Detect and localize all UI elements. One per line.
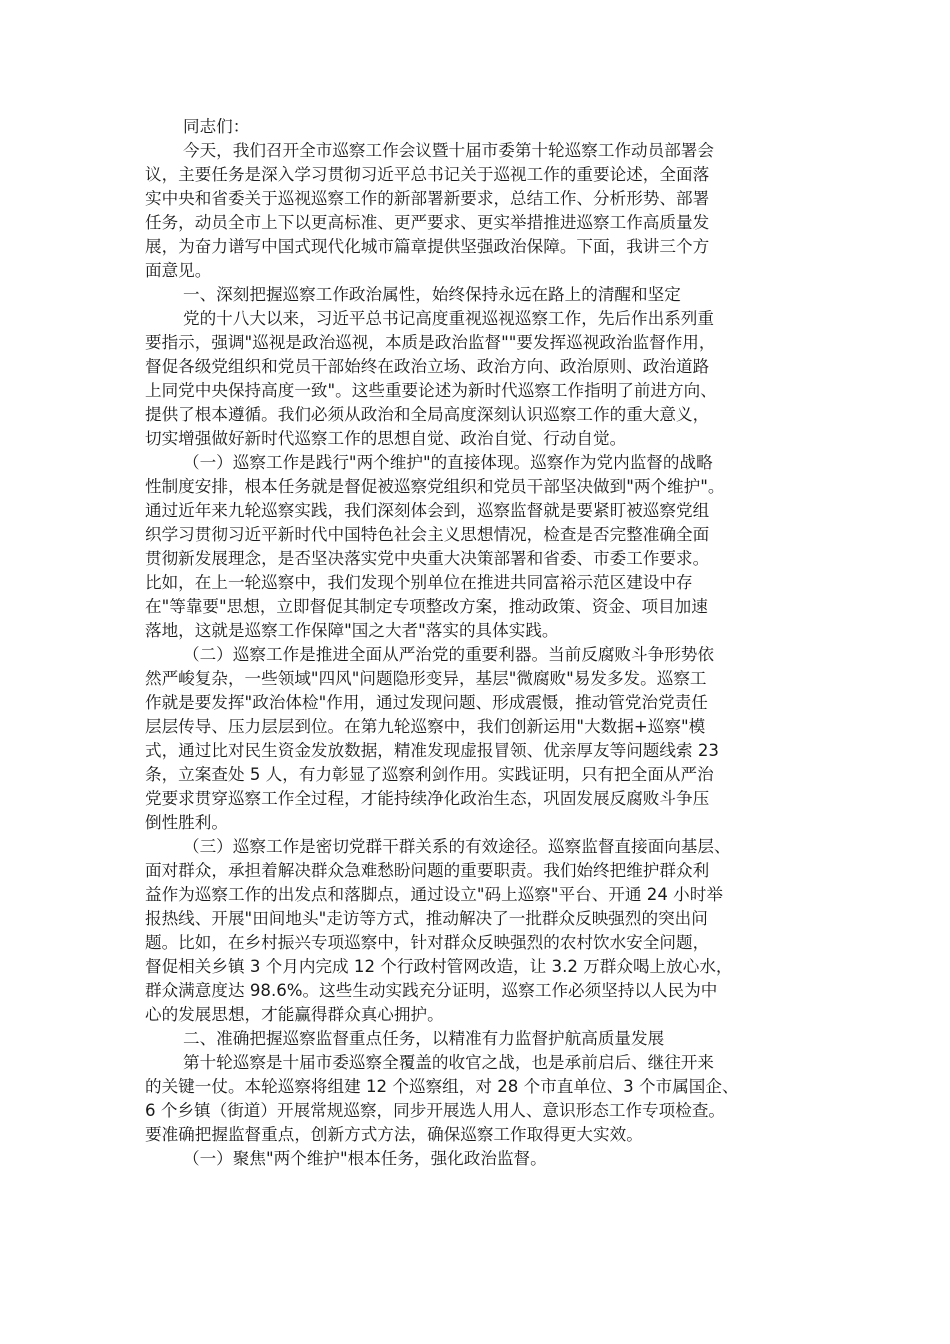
text-line: 督促各级党组织和党员干部始终在政治立场、政治方向、政治原则、政治道路 [145, 357, 710, 376]
text-line: 实中央和省委关于巡视巡察工作的新部署新要求，总结工作、分析形势、部署 [145, 189, 710, 208]
text-line: 6 个乡镇（街道）开展常规巡察，同步开展选人用人、意识形态工作专项检查。 [145, 1101, 726, 1120]
text-line: 的关键一仗。本轮巡察将组建 12 个巡察组，对 28 个市直单位、3 个市属国企、 [145, 1077, 739, 1096]
text-line: 题。比如，在乡村振兴专项巡察中，针对群众反映强烈的农村饮水安全问题， [145, 933, 710, 952]
text-line: 议，主要任务是深入学习贯彻习近平总书记关于巡视工作的重要论述，全面落 [145, 165, 710, 184]
text-line: 益作为巡察工作的出发点和落脚点，通过设立"码上巡察"平台、开通 24 小时举 [145, 885, 723, 904]
text-line: 式，通过比对民生资金发放数据，精准发现虚报冒领、优亲厚友等问题线索 23 [145, 741, 719, 760]
text-line: 比如，在上一轮巡察中，我们发现个别单位在推进共同富裕示范区建设中存 [145, 573, 693, 592]
text-line: 在"等靠要"思想，立即督促其制定专项整改方案，推动政策、资金、项目加速 [145, 597, 708, 616]
text-line: 面意见。 [145, 261, 212, 280]
text-line: 展，为奋力谱写中国式现代化城市篇章提供坚强政治保障。下面，我讲三个方 [145, 237, 710, 256]
text-line: 倒性胜利。 [145, 813, 228, 832]
text-line: 然严峻复杂，一些领域"四风"问题隐形变异，基层"微腐败"易发多发。巡察工 [145, 669, 707, 688]
text-line: 提供了根本遵循。我们必须从政治和全局高度深刻认识巡察工作的重大意义， [145, 405, 710, 424]
text-line: 面对群众，承担着解决群众急难愁盼问题的重要职责。我们始终把维护群众利 [145, 861, 710, 880]
text-line: 督促相关乡镇 3 个月内完成 12 个行政村管网改造，让 3.2 万群众喝上放心水， [145, 957, 733, 976]
text-line: 任务，动员全市上下以更高标准、更严要求、更实举措推进巡察工作高质量发 [145, 213, 710, 232]
text-line: （二）巡察工作是推进全面从严治党的重要利器。当前反腐败斗争形势依 [183, 645, 714, 664]
text-line: 织学习贯彻习近平新时代中国特色社会主义思想情况，检查是否完整准确全面 [145, 525, 710, 544]
text-line: 要指示，强调"巡视是政治巡视，本质是政治监督""要发挥巡视政治监督作用， [145, 333, 716, 352]
text-line: 报热线、开展"田间地头"走访等方式，推动解决了一批群众反映强烈的突出问 [145, 909, 708, 928]
text-line: （三）巡察工作是密切党群干群关系的有效途径。巡察监督直接面向基层、 [183, 837, 731, 856]
text-line: 党的十八大以来，习近平总书记高度重视巡视巡察工作，先后作出系列重 [183, 309, 714, 328]
text-line: 作就是要发挥"政治体检"作用，通过发现问题、形成震慑，推动管党治党责任 [145, 693, 708, 712]
text-line: 群众满意度达 98.6%。这些生动实践充分证明，巡察工作必须坚持以人民为中 [145, 981, 718, 1000]
text-line: 层层传导、压力层层到位。在第九轮巡察中，我们创新运用"大数据+巡察"模 [145, 717, 706, 736]
text-line: 同志们： [183, 117, 250, 136]
text-line: 二、准确把握巡察监督重点任务，以精准有力监督护航高质量发展 [183, 1029, 665, 1048]
text-line: 要准确把握监督重点，创新方式方法，确保巡察工作取得更大实效。 [145, 1125, 643, 1144]
text-line: （一）巡察工作是践行"两个维护"的直接体现。巡察作为党内监督的战略 [183, 453, 713, 472]
text-line: 一、深刻把握巡察工作政治属性，始终保持永远在路上的清醒和坚定 [183, 285, 681, 304]
text-line: 上同党中央保持高度一致"。这些重要论述为新时代巡察工作指明了前进方向、 [145, 381, 717, 400]
text-line: 切实增强做好新时代巡察工作的思想自觉、政治自觉、行动自觉。 [145, 429, 627, 448]
text-line: 落地，这就是巡察工作保障"国之大者"落实的具体实践。 [145, 621, 559, 640]
text-line: 今天，我们召开全市巡察工作会议暨十届市委第十轮巡察工作动员部署会 [183, 141, 714, 160]
text-line: 通过近年来九轮巡察实践，我们深刻体会到，巡察监督就是要紧盯被巡察党组 [145, 501, 710, 520]
document-body [145, 115, 807, 1171]
text-line: 性制度安排，根本任务就是督促被巡察党组织和党员干部坚决做到"两个维护"。 [145, 477, 725, 496]
text-line: 党要求贯穿巡察工作全过程，才能持续净化政治生态，巩固发展反腐败斗争压 [145, 789, 710, 808]
text-line: 第十轮巡察是十届市委巡察全覆盖的收官之战，也是承前启后、继往开来 [183, 1053, 714, 1072]
text-line: 条，立案查处 5 人，有力彰显了巡察利剑作用。实践证明，只有把全面从严治 [145, 765, 714, 784]
text-line: 心的发展思想，才能赢得群众真心拥护。 [145, 1005, 444, 1024]
text-line: （一）聚焦"两个维护"根本任务，强化政治监督。 [183, 1149, 547, 1168]
text-line: 贯彻新发展理念，是否坚决落实党中央重大决策部署和省委、市委工作要求。 [145, 549, 710, 568]
